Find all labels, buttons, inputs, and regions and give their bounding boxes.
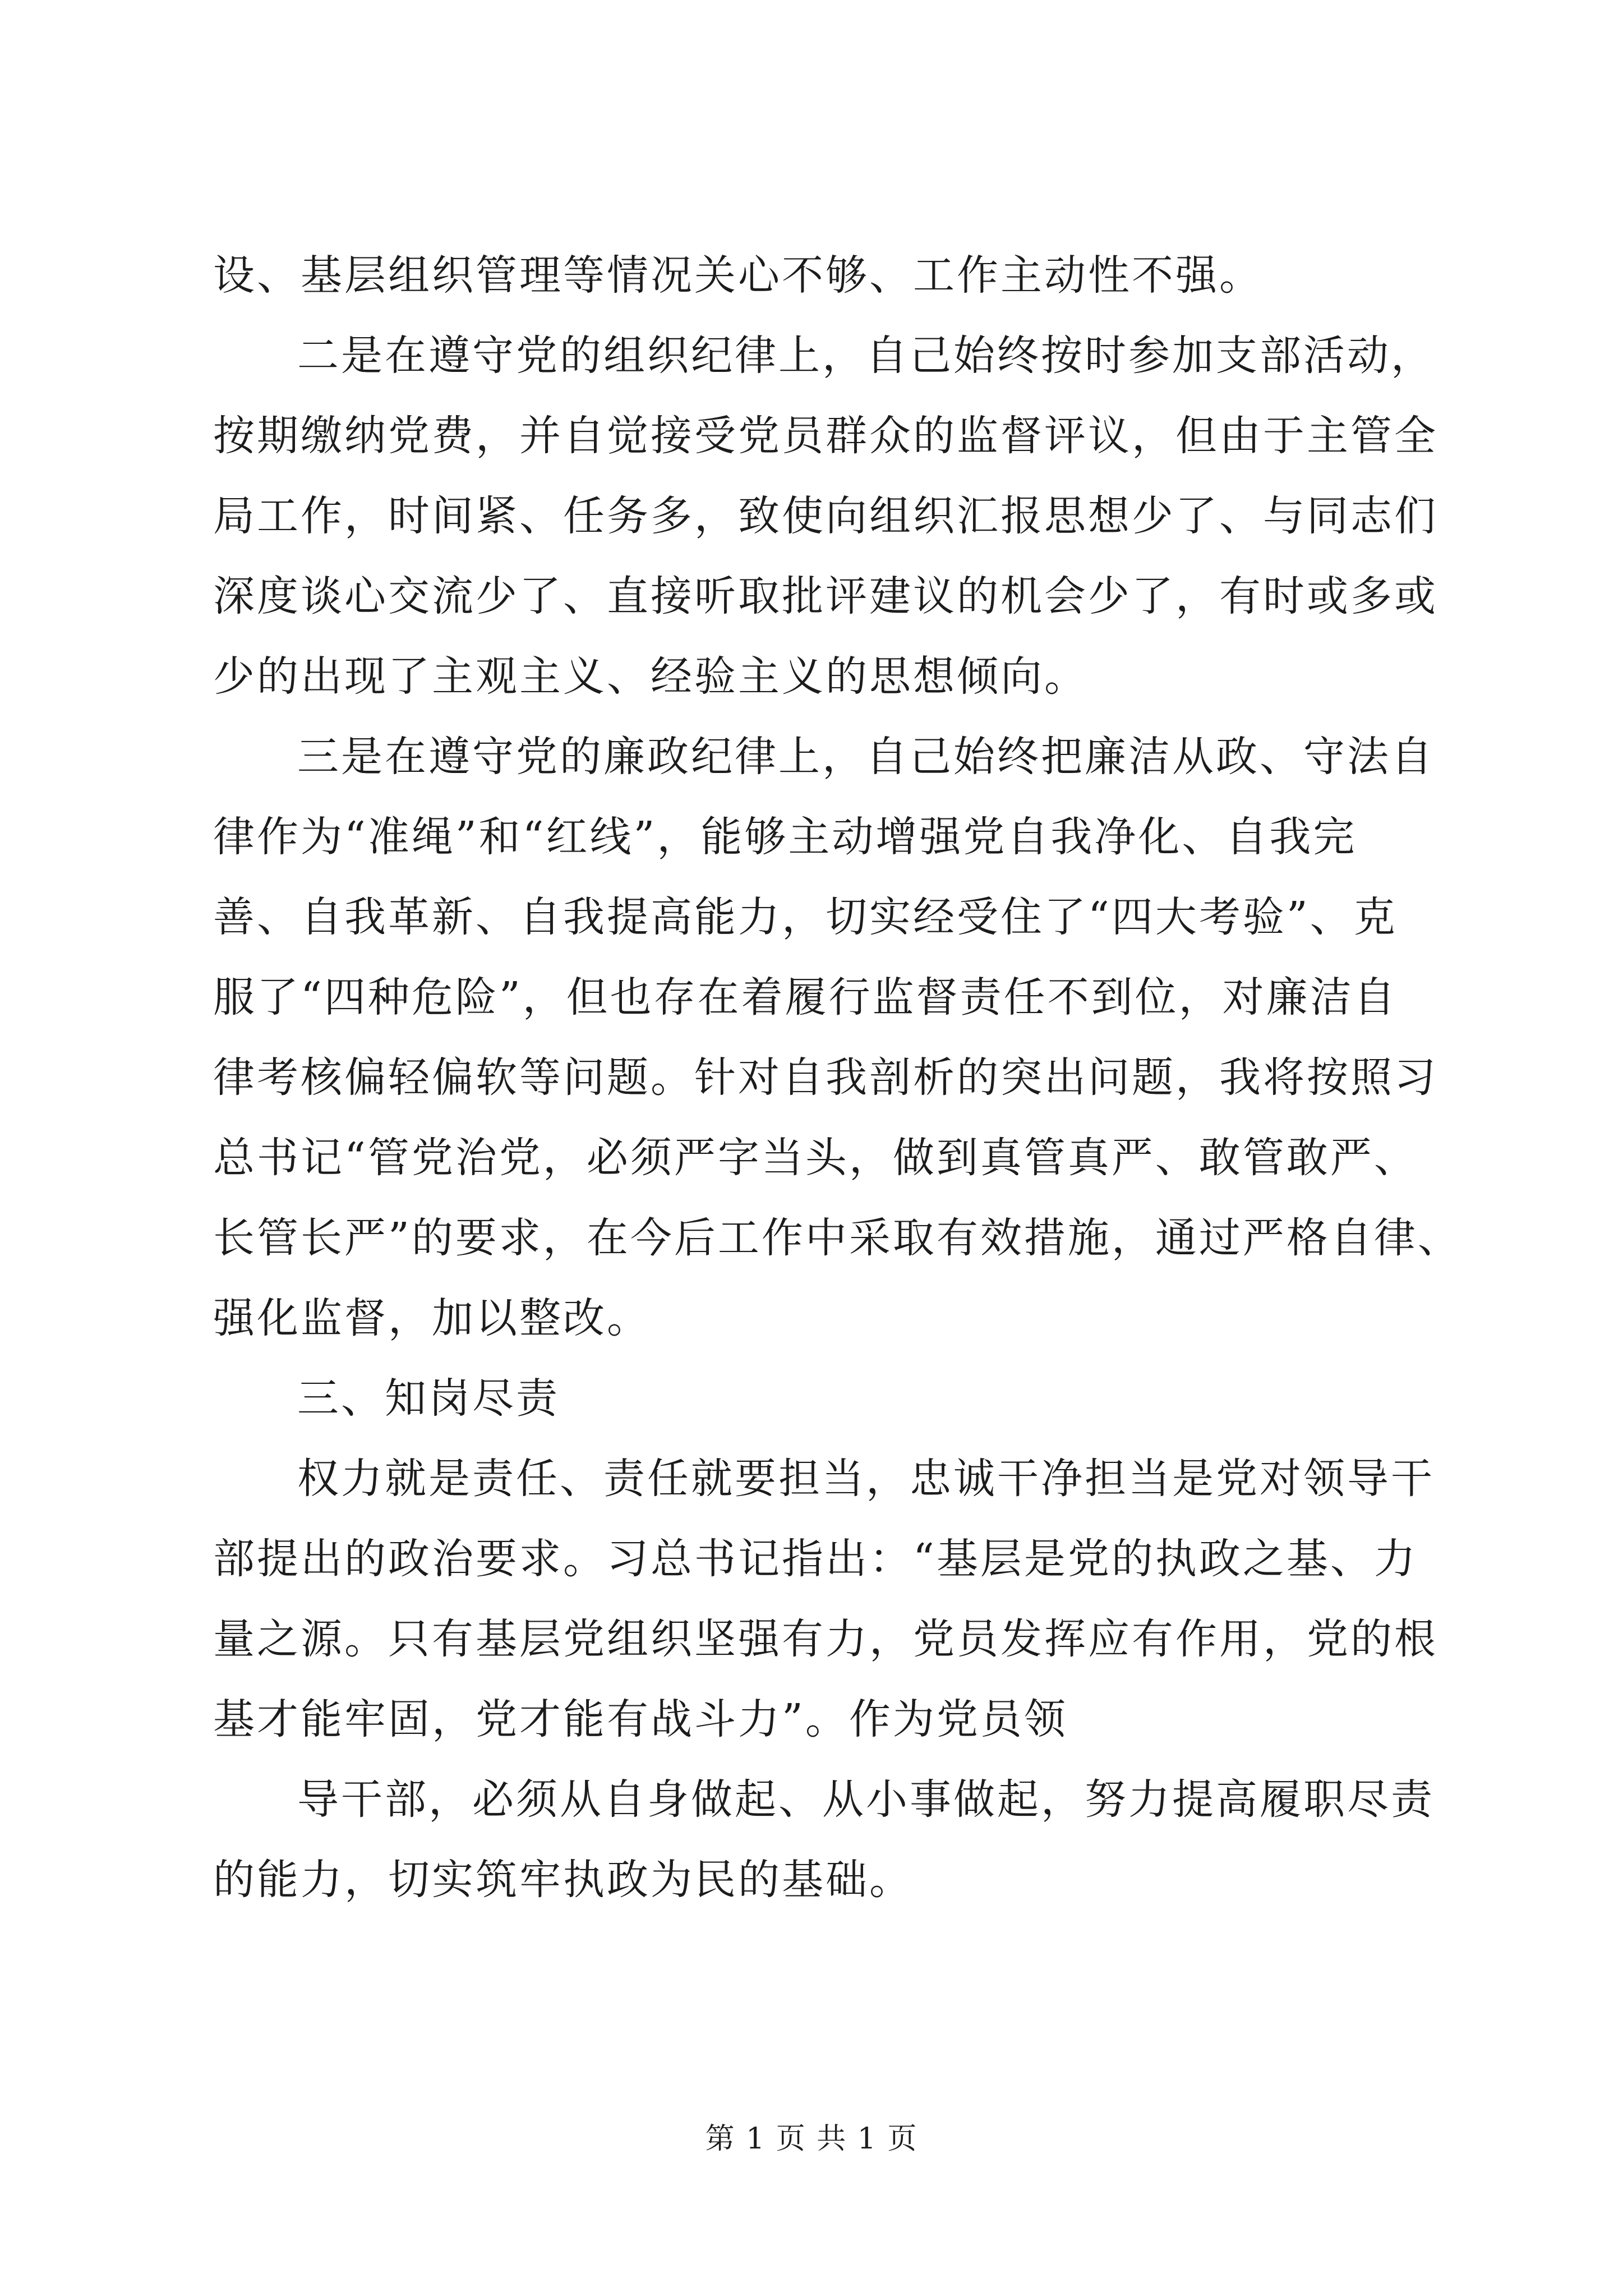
section-heading: 三、知岗尽责 (297, 1374, 560, 1423)
text-line: 善、自我革新、自我提高能力，切实经受住了“四大考验”、克 (213, 893, 1398, 941)
text-line: 三是在遵守党的廉政纪律上，自己始终把廉洁从政、守法自 (297, 733, 1435, 781)
text-line: 局工作，时间紧、任务多，致使向组织汇报思想少了、与同志们 (213, 492, 1438, 540)
document-body (213, 236, 1461, 1920)
text-line: 服了“四种危险”，但也存在着履行监督责任不到位，对廉洁自 (213, 973, 1398, 1022)
text-line: 按期缴纳党费，并自觉接受党员群众的监督评议，但由于主管全 (213, 412, 1438, 460)
text-line: 总书记“管党治党，必须严字当头，做到真管真严、敢管敢严、 (213, 1134, 1418, 1182)
text-line: 深度谈心交流少了、直接听取批评建议的机会少了，有时或多或 (213, 572, 1438, 620)
text-line: 导干部，必须从自身做起、从小事做起，努力提高履职尽责 (297, 1775, 1435, 1824)
text-line: 律考核偏轻偏软等问题。针对自我剖析的突出问题，我将按照习 (213, 1053, 1438, 1102)
page-footer: 第 1 页 共 1 页 (705, 2122, 918, 2156)
text-line: 长管长严”的要求，在今后工作中采取有效措施，通过严格自律、 (213, 1214, 1461, 1262)
text-line: 量之源。只有基层党组织坚强有力，党员发挥应有作用，党的根 (213, 1615, 1438, 1663)
text-line: 基才能牢固，党才能有战斗力”。作为党员领 (213, 1695, 1068, 1743)
text-line: 律作为“准绳”和“红线”，能够主动增强党自我净化、自我完 (213, 813, 1357, 861)
text-line: 权力就是责任、责任就要担当，忠诚干净担当是党对领导干 (297, 1455, 1435, 1503)
text-line: 强化监督，加以整改。 (213, 1294, 651, 1342)
text-line: 二是在遵守党的组织纪律上，自己始终按时参加支部活动， (297, 332, 1435, 380)
text-line: 部提出的政治要求。习总书记指出：“基层是党的执政之基、力 (213, 1535, 1418, 1583)
text-line: 设、基层组织管理等情况关心不够、工作主动性不强。 (213, 251, 1263, 300)
text-line: 少的出现了主观主义、经验主义的思想倾向。 (213, 652, 1088, 701)
text-line: 的能力，切实筑牢执政为民的基础。 (213, 1856, 913, 1904)
